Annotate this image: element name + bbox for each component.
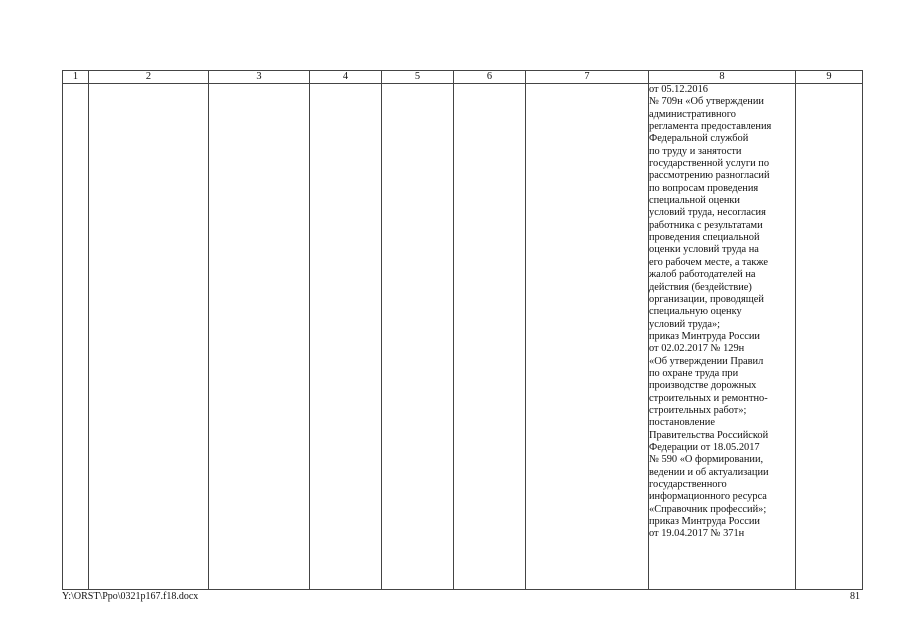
cell-text-line: приказ Минтруда России	[649, 330, 760, 342]
cell-text-line: Федеральной службой	[649, 133, 749, 145]
table-cell-col6	[454, 84, 526, 590]
cell-text-line: специальной оценки	[649, 195, 740, 207]
cell-text-line: условий труда, несогласия	[649, 207, 766, 219]
cell-text-line: работника с результатами	[649, 219, 763, 231]
cell-text-line: от 19.04.2017 № 371н	[649, 528, 745, 540]
cell-text-line: проведения специальной	[649, 232, 760, 244]
column-header-6: 6	[454, 71, 526, 84]
column-header-1: 1	[63, 71, 89, 84]
cell-text-line: «Об утверждении Правил	[649, 355, 764, 367]
cell-text-line: действия (бездействие)	[649, 281, 752, 293]
column-header-3: 3	[209, 71, 310, 84]
cell-text-line: жалоб работодателей на	[649, 269, 756, 281]
cell-text-line: № 590 «О формировании,	[649, 454, 764, 466]
cell-text-line: специальную оценку	[649, 306, 742, 318]
cell-text-line: информационного ресурса	[649, 491, 767, 503]
cell-text-line: административного	[649, 108, 736, 120]
cell-text-line: его рабочем месте, а также	[649, 256, 769, 268]
column-header-5: 5	[382, 71, 454, 84]
table-cell-col1	[63, 84, 89, 590]
cell-text-line: организации, проводящей	[649, 293, 764, 305]
column-header-8: 8	[649, 71, 796, 84]
table-cell-col3	[209, 84, 310, 590]
document-table	[62, 70, 863, 590]
table-cell-col8-legal-references	[649, 84, 796, 590]
header-row	[63, 71, 863, 84]
cell-text-line: государственной услуги по	[649, 158, 770, 170]
table-row	[63, 84, 863, 590]
column-header-9: 9	[796, 71, 863, 84]
cell-text-line: по труду и занятости	[649, 145, 742, 157]
cell-text-line: приказ Минтруда России	[649, 516, 760, 528]
table-cell-col9	[796, 84, 863, 590]
cell-text-line: от 05.12.2016	[649, 84, 708, 95]
cell-text-line: государственного	[649, 479, 727, 490]
cell-text-line: от 02.02.2017 № 129н	[649, 343, 745, 355]
footer-page-number: 81	[850, 591, 860, 602]
cell-text-line: условий труда»;	[649, 318, 721, 330]
table-cell-col2	[89, 84, 209, 590]
cell-text-line: рассмотрению разногласий	[649, 170, 770, 182]
cell-text-line: строительных работ»;	[649, 404, 747, 416]
table-cell-col7	[526, 84, 649, 590]
cell-text-line: производстве дорожных	[649, 380, 757, 392]
cell-text-line: строительных и ремонтно-	[649, 392, 768, 404]
column-header-2: 2	[89, 71, 209, 84]
cell-text-line: № 709н «Об утверждении	[649, 96, 764, 108]
column-header-4: 4	[310, 71, 382, 84]
footer-file-path: Y:\ORST\Ppo\0321p167.f18.docx	[62, 591, 199, 602]
column-header-7: 7	[526, 71, 649, 84]
cell-text-line: Правительства Российской	[649, 429, 769, 441]
cell-text-line: ведении и об актуализации	[649, 466, 769, 478]
cell-text-line: регламента предоставления	[649, 121, 772, 133]
cell-text-line: по вопросам проведения	[649, 182, 759, 194]
table-cell-col4	[310, 84, 382, 590]
table-cell-col5	[382, 84, 454, 590]
cell-text-line: постановление	[649, 417, 715, 429]
cell-text-line: «Справочник профессий»;	[649, 503, 767, 515]
cell-text-line: по охране труда при	[649, 367, 739, 379]
cell-text-line: оценки условий труда на	[649, 244, 759, 256]
cell-text-line: Федерации от 18.05.2017	[649, 441, 760, 453]
